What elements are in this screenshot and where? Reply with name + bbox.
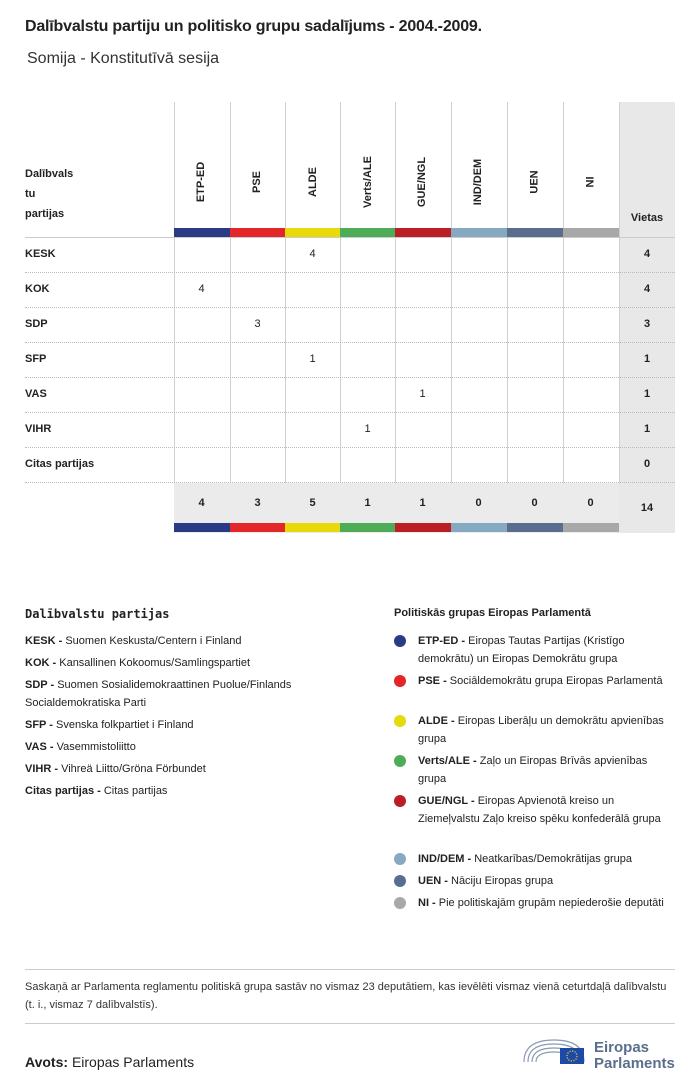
column-total: 4 — [198, 497, 205, 509]
column-header-label: UEN — [528, 170, 541, 194]
party-legend-title: Dalībvalstu partijas — [25, 607, 170, 621]
party-legend-item — [25, 676, 345, 712]
row-divider — [25, 272, 675, 273]
party-name: Suomen Keskusta/Centern i Finland — [65, 635, 242, 647]
group-name: Pie politiskajām grupām nepiederošie deputāti — [438, 897, 664, 909]
logo-line: Eiropas — [594, 1039, 650, 1056]
seats-header: Vietas — [630, 212, 664, 224]
row-label: SFP — [25, 353, 47, 365]
table-cell: 3 — [254, 318, 261, 330]
group-color-dot — [394, 795, 406, 807]
column-header — [563, 142, 618, 222]
party-abbr: VIHR - — [25, 763, 62, 775]
column-total: 0 — [587, 497, 594, 509]
group-color-bar — [340, 523, 396, 532]
party-name: Citas partijas — [103, 785, 168, 797]
column-total: 1 — [364, 497, 371, 509]
column-header — [340, 142, 395, 222]
page-subtitle: Somija - Konstitutīvā sesija — [27, 50, 220, 67]
row-label: VAS — [25, 388, 47, 400]
group-name: Nāciju Eiropas grupa — [451, 875, 554, 887]
row-header-line: partijas — [25, 208, 65, 220]
grand-total: 14 — [640, 502, 654, 514]
group-color-bar — [563, 523, 619, 532]
party-legend-item — [25, 632, 345, 650]
column-total: 5 — [309, 497, 316, 509]
group-color-dot — [394, 675, 406, 687]
party-name: Vihreä Liitto/Gröna Förbundet — [61, 763, 206, 775]
column-header — [174, 142, 229, 222]
column-total: 3 — [254, 497, 261, 509]
group-name: Eiropas Apvienotā kreiso un Ziemeļvalstu Zaļo kreiso spēku konfederālā grupa — [418, 795, 661, 825]
group-name: Sociāldemokrātu grupa Eiropas Parlamentā — [449, 675, 663, 687]
column-header-label: ETP-ED — [195, 161, 208, 203]
row-seats: 1 — [643, 353, 651, 365]
row-seats: 1 — [643, 423, 651, 435]
group-abbr: Verts/ALE - — [418, 755, 480, 767]
source-line — [25, 1054, 194, 1070]
group-name: Neatkarības/Demokrātijas grupa — [474, 853, 632, 865]
group-abbr: ETP-ED - — [418, 635, 469, 647]
group-name: Zaļo un Eiropas Brīvās apvienības grupa — [418, 755, 648, 785]
group-legend-item — [418, 752, 670, 788]
group-color-bar — [230, 228, 286, 237]
column-header — [230, 142, 285, 222]
group-legend-item — [418, 712, 670, 748]
group-color-bar — [174, 523, 230, 532]
group-color-bar — [174, 228, 230, 237]
group-legend-title: Politiskās grupas Eiropas Parlamentā — [394, 607, 591, 619]
group-color-bar — [285, 228, 341, 237]
party-legend-item — [25, 760, 345, 778]
group-color-dot — [394, 635, 406, 647]
row-label: KESK — [25, 248, 56, 260]
row-label: KOK — [25, 283, 50, 295]
group-legend-item — [418, 894, 670, 912]
row-divider — [25, 307, 675, 308]
group-legend-item — [418, 792, 670, 828]
row-label: Citas partijas — [25, 458, 95, 470]
group-color-dot — [394, 897, 406, 909]
group-color-dot — [394, 875, 406, 887]
row-label: VIHR — [25, 423, 52, 435]
party-legend-item — [25, 654, 345, 672]
party-abbr: SDP - — [25, 679, 58, 691]
logo-text — [594, 1040, 675, 1072]
party-abbr: Citas partijas - — [25, 785, 104, 797]
column-header — [507, 142, 562, 222]
row-seats: 4 — [643, 283, 651, 295]
seat-distribution-table — [25, 102, 675, 533]
source-label: Avots: — [25, 1054, 69, 1070]
party-name: Vasemmistoliitto — [56, 741, 136, 753]
row-seats: 1 — [643, 388, 651, 400]
row-header — [25, 164, 73, 224]
group-color-dot — [394, 853, 406, 865]
party-name: Svenska folkpartiet i Finland — [55, 719, 194, 731]
row-seats: 0 — [643, 458, 651, 470]
group-color-dot — [394, 755, 406, 767]
party-name: Kansallinen Kokoomus/Samlingspartiet — [59, 657, 251, 669]
column-header-label: IND/DEM — [472, 158, 485, 206]
page-title: Dalībvalstu partiju un politisko grupu sadalījums - 2004.-2009. — [25, 18, 482, 35]
logo-line: Parlaments — [594, 1055, 675, 1072]
table-cell: 4 — [198, 283, 205, 295]
row-header-line: Dalībvals — [25, 168, 74, 180]
group-legend-item — [418, 850, 670, 868]
table-cell: 4 — [309, 248, 316, 260]
column-total: 0 — [531, 497, 538, 509]
party-abbr: KESK - — [25, 635, 66, 647]
group-name: Eiropas Tautas Partijas (Kristīgo demokrātu) un Eiropas Demokrātu grupa — [418, 635, 625, 665]
group-color-bar — [285, 523, 341, 532]
group-abbr: PSE - — [418, 675, 450, 687]
group-abbr: NI - — [418, 897, 439, 909]
table-cell: 1 — [419, 388, 426, 400]
column-header-label: ALDE — [306, 167, 319, 197]
column-header-label: PSE — [251, 170, 264, 194]
divider — [25, 969, 675, 970]
column-total: 0 — [475, 497, 482, 509]
column-total: 1 — [419, 497, 426, 509]
source-value: Eiropas Parlaments — [71, 1054, 195, 1070]
row-label: SDP — [25, 318, 48, 330]
group-color-bar — [451, 228, 507, 237]
table-cell: 1 — [364, 423, 371, 435]
party-name: Suomen Sosialidemokraattinen Puolue/Finlands Socialdemokratiska Parti — [25, 679, 292, 709]
header-divider — [25, 237, 675, 238]
row-seats: 4 — [643, 248, 651, 260]
party-legend-item — [25, 716, 345, 734]
group-color-bar — [507, 523, 563, 532]
row-divider — [25, 377, 675, 378]
group-color-bar — [451, 523, 507, 532]
group-legend-item — [418, 872, 670, 890]
group-color-bar — [395, 228, 451, 237]
column-header — [395, 142, 450, 222]
column-header — [285, 142, 340, 222]
row-divider — [25, 447, 675, 448]
column-header — [451, 142, 506, 222]
group-color-bar — [340, 228, 396, 237]
group-abbr: ALDE - — [418, 715, 458, 727]
group-abbr: IND/DEM - — [418, 853, 475, 865]
party-abbr: SFP - — [25, 719, 56, 731]
group-color-bar — [563, 228, 619, 237]
party-abbr: KOK - — [25, 657, 60, 669]
group-abbr: UEN - — [418, 875, 451, 887]
row-seats: 3 — [643, 318, 651, 330]
group-color-dot — [394, 715, 406, 727]
group-color-bar — [395, 523, 451, 532]
party-legend-item — [25, 738, 345, 756]
party-abbr: VAS - — [25, 741, 57, 753]
group-color-bar — [507, 228, 563, 237]
column-header-label: NI — [584, 176, 597, 188]
group-name: Eiropas Liberāļu un demokrātu apvienības grupa — [418, 715, 664, 745]
group-legend-item — [418, 632, 670, 668]
group-abbr: GUE/NGL - — [418, 795, 478, 807]
table-cell: 1 — [309, 353, 316, 365]
row-divider — [25, 342, 675, 343]
divider — [25, 1023, 675, 1024]
group-color-bar — [230, 523, 286, 532]
footnote: Saskaņā ar Parlamenta reglamentu politiskā grupa sastāv no vismaz 23 deputātiem, kas ievēlēti vismaz vienā ceturtdaļā dalībvalstu (t. i., vismaz 7 dalībvalstīs). — [25, 981, 667, 1011]
group-legend-item — [418, 672, 670, 690]
row-header-line: tu — [25, 188, 36, 200]
column-header-label: GUE/NGL — [416, 156, 429, 208]
party-legend-item — [25, 782, 345, 800]
column-header-label: Verts/ALE — [361, 156, 374, 208]
